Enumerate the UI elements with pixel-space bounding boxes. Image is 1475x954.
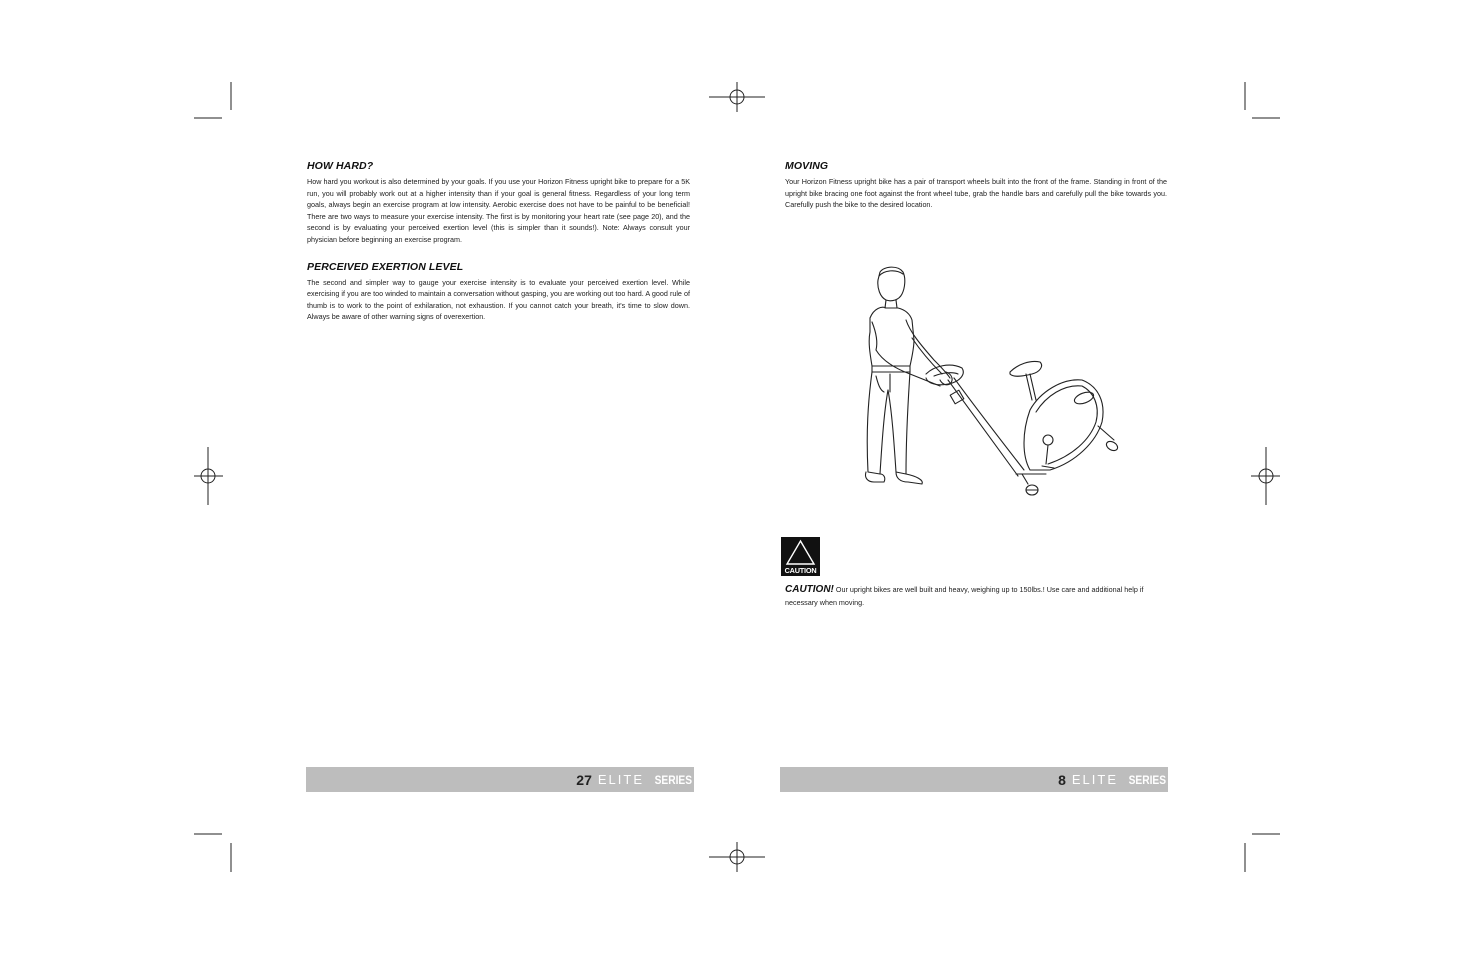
page-number: 27 (576, 771, 592, 788)
footer-bar-right (780, 767, 1168, 792)
man-moving-bike-illustration (850, 262, 1125, 502)
section-body-moving: Your Horizon Fitness upright bike has a pair of transport wheels built into the front of the frame. Standing in front of the upright bike bracing one foot against the front wheel tube, grab the handle bars and carefully pull the bike towards you. Carefully push the bike to the desired location. (785, 177, 1167, 210)
left-page-content (307, 160, 690, 323)
footer-brand-elite: ELITE (597, 772, 644, 787)
caution-triangle-icon (781, 537, 820, 576)
right-page-content (785, 160, 1167, 211)
footer-brand-series: SERIES (654, 772, 692, 787)
registration-mark-icon (709, 82, 765, 112)
registration-mark-icon (194, 447, 223, 505)
section-heading-moving: MOVING (785, 160, 829, 172)
section-body-perceived-exertion: The second and simpler way to gauge your exercise intensity is to evaluate your perceived exertion level. While exercising if you are too winded to maintain a conversation without gasping, you are working out too hard. A good rule of thumb is to work to the point of exhilaration, not exhaustion. If you cannot catch your breath, it's time to slow down. Always be aware of other warning signs of overexertion. (307, 277, 690, 322)
footer-brand-series: SERIES (1128, 772, 1166, 787)
footer-bar-left (306, 767, 694, 792)
caution-lead: CAUTION! (785, 584, 834, 595)
section-heading-how-hard: HOW HARD? (307, 160, 374, 172)
caution-body: Our upright bikes are well built and heavy, weighing up to 150lbs.! Use care and additional help if necessary when moving. (785, 585, 1144, 607)
caution-icon-label: CAUTION (784, 566, 817, 575)
footer-brand-elite: ELITE (1071, 772, 1118, 787)
caution-note (785, 583, 1155, 609)
registration-mark-icon (1251, 447, 1280, 505)
section-body-how-hard: How hard you workout is also determined by your goals. If you use your Horizon Fitness upright bike to prepare for a 5K run, you will probably work out at a higher intensity than if your goal is general fitness. Regardless of your long term goals, always begin an exercise program at low intensity. Aerobic exercise does not have to be painful to be beneficial! There are two ways to measure your exercise intensity. The first is by monitoring your heart rate (see page 20), and the second is by evaluating your perceived exertion level (this is simpler than it sounds!). Note: Always consult your physician before beginning an exercise program. (307, 177, 690, 244)
registration-mark-icon (709, 842, 765, 872)
page-number: 8 (1058, 771, 1066, 788)
section-heading-perceived-exertion: PERCEIVED EXERTION LEVEL (307, 260, 464, 273)
